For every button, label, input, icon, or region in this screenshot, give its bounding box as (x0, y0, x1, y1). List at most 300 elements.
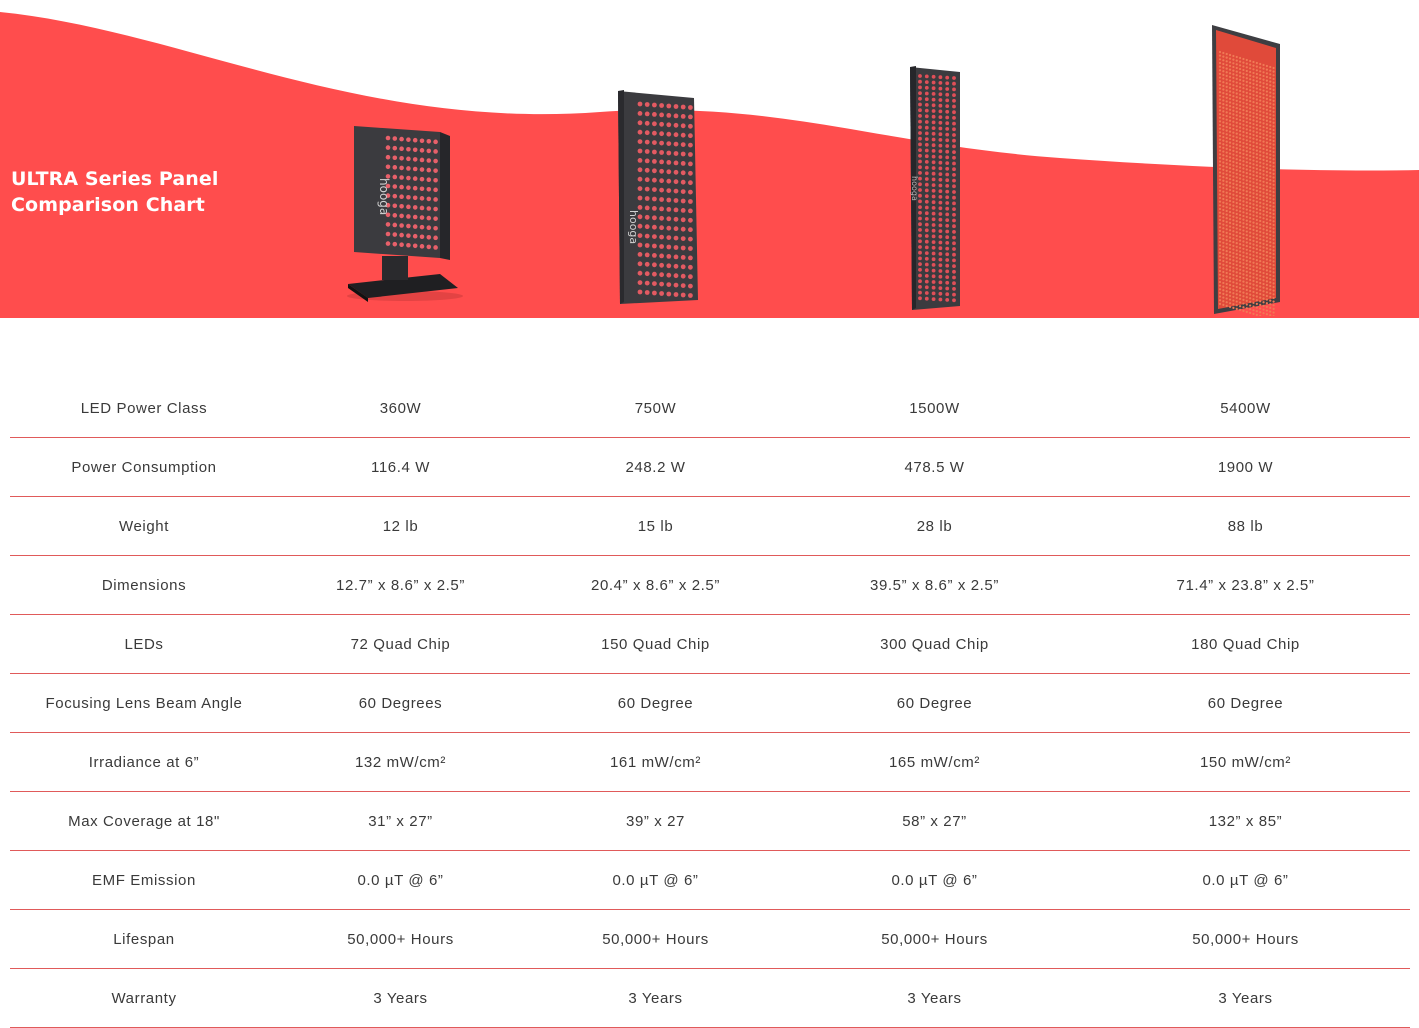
led-dot (1256, 128, 1258, 130)
led-dot (925, 194, 929, 198)
led-dot (645, 281, 650, 286)
led-dot (393, 213, 398, 218)
led-dot (1256, 204, 1258, 206)
led-dot (1252, 211, 1254, 213)
led-dot (1266, 160, 1268, 162)
led-dot (1222, 85, 1224, 87)
led-dot (1273, 92, 1275, 94)
led-dot (1249, 228, 1251, 230)
led-dot (1236, 67, 1238, 69)
led-dot (1249, 166, 1251, 168)
led-dot (681, 199, 686, 204)
led-dot (1229, 94, 1231, 96)
led-dot (1246, 128, 1248, 130)
table-cell: 0.0 µT @ 6” (278, 851, 523, 910)
led-dot (638, 111, 643, 116)
led-dot (1219, 55, 1221, 57)
led-dot (1269, 154, 1271, 156)
led-dot (681, 133, 686, 138)
led-dot (638, 290, 643, 295)
led-dot (1219, 182, 1221, 184)
led-dot (1269, 132, 1271, 134)
led-dot (1229, 306, 1231, 308)
led-dot (666, 198, 671, 203)
led-dot (1219, 160, 1221, 162)
led-dot (1236, 114, 1238, 116)
led-dot (945, 298, 949, 302)
led-dot (1219, 149, 1221, 151)
led-dot (952, 236, 956, 240)
led-dot (1226, 287, 1228, 289)
led-dot (1246, 209, 1248, 211)
led-dot (952, 259, 956, 263)
led-dot (1229, 87, 1231, 89)
led-dot (918, 143, 922, 147)
led-dot (952, 207, 956, 211)
led-dot (1222, 107, 1224, 109)
led-dot (945, 81, 949, 85)
led-dot (1252, 127, 1254, 129)
led-dot (1259, 67, 1261, 69)
led-dot (688, 293, 693, 298)
led-dot (1246, 271, 1248, 273)
led-dot (1242, 164, 1244, 166)
led-dot (1226, 214, 1228, 216)
led-dot (1249, 191, 1251, 193)
led-dot (1262, 301, 1264, 303)
led-dot (638, 261, 643, 266)
led-dot (952, 122, 956, 126)
led-dot (666, 292, 671, 297)
led-dot (1242, 200, 1244, 202)
led-dot (433, 226, 438, 231)
led-dot (1229, 196, 1231, 198)
led-dot (1269, 164, 1271, 166)
table-cell: 248.2 W (523, 438, 788, 497)
led-dot (952, 116, 956, 120)
led-dot (674, 151, 679, 156)
led-dot (1246, 110, 1248, 112)
led-dot (1252, 130, 1254, 132)
led-dot (1259, 140, 1261, 142)
led-dot (659, 103, 664, 108)
led-dot (1249, 304, 1251, 306)
led-dot (925, 251, 929, 255)
led-dot (1242, 91, 1244, 93)
led-dot (1219, 208, 1221, 210)
led-dot (399, 194, 404, 199)
led-dot (1252, 159, 1254, 161)
led-dot (918, 137, 922, 141)
led-dot (918, 205, 922, 209)
led-dot (1222, 99, 1224, 101)
led-dot (1266, 65, 1268, 67)
led-dot (1219, 241, 1221, 243)
led-dot (1239, 254, 1241, 256)
led-dot (1226, 232, 1228, 234)
led-dot (1256, 190, 1258, 192)
led-dot (1273, 180, 1275, 182)
led-dot (1242, 76, 1244, 78)
led-dot (1239, 239, 1241, 241)
led-dot (918, 131, 922, 135)
led-dot (932, 189, 936, 193)
table-cell: 12.7” x 8.6” x 2.5” (278, 556, 523, 615)
led-dot (1226, 148, 1228, 150)
led-dot (952, 270, 956, 274)
table-row (10, 497, 1410, 556)
table-cell: 3 Years (278, 969, 523, 1028)
led-dot (1259, 260, 1261, 262)
led-dot (1249, 104, 1251, 106)
led-dot (925, 75, 929, 79)
led-dot (1269, 124, 1271, 126)
led-dot (1236, 227, 1238, 229)
led-dot (1222, 158, 1224, 160)
led-dot (918, 239, 922, 243)
table-cell: 39” x 27 (523, 792, 788, 851)
led-dot (1236, 191, 1238, 193)
led-dot (1236, 154, 1238, 156)
led-dot (1273, 195, 1275, 197)
led-dot (1252, 265, 1254, 267)
led-dot (1249, 257, 1251, 259)
table-row (10, 438, 1410, 497)
led-dot (1232, 190, 1234, 192)
led-dot (1249, 78, 1251, 80)
led-dot (1246, 300, 1248, 302)
led-dot (1236, 286, 1238, 288)
led-dot (1232, 226, 1234, 228)
table-cell: 150 Quad Chip (523, 615, 788, 674)
led-dot (1252, 116, 1254, 118)
led-dot (638, 280, 643, 285)
led-dot (952, 241, 956, 245)
led-dot (1266, 185, 1268, 187)
led-dot (918, 291, 922, 295)
table-cell: 0.0 µT @ 6” (1081, 851, 1410, 910)
led-dot (1252, 192, 1254, 194)
led-dot (1259, 121, 1261, 123)
led-dot (1259, 132, 1261, 134)
led-dot (1229, 152, 1231, 154)
led-dot (406, 137, 411, 142)
led-dot (1259, 275, 1261, 277)
led-dot (1226, 159, 1228, 161)
led-dot (952, 213, 956, 217)
led-dot (1246, 106, 1248, 108)
led-dot (1262, 257, 1264, 259)
led-dot (1229, 112, 1231, 114)
led-dot (666, 245, 671, 250)
led-dot (1239, 265, 1241, 267)
led-dot (1259, 125, 1261, 127)
led-dot (1229, 182, 1231, 184)
led-dot (1266, 204, 1268, 206)
led-dot (1249, 261, 1251, 263)
led-dot (1266, 258, 1268, 260)
led-dot (932, 195, 936, 199)
led-dot (1256, 296, 1258, 298)
led-dot (386, 241, 391, 246)
led-dot (1219, 219, 1221, 221)
led-dot (1262, 82, 1264, 84)
led-dot (1266, 273, 1268, 275)
led-dot (1226, 78, 1228, 80)
table-cell: 71.4” x 23.8” x 2.5” (1081, 556, 1410, 615)
led-dot (1273, 260, 1275, 262)
led-dot (1219, 69, 1221, 71)
led-dot (1252, 203, 1254, 205)
led-dot (1239, 72, 1241, 74)
led-dot (645, 206, 650, 211)
led-dot (1269, 289, 1271, 291)
led-dot (1222, 143, 1224, 145)
led-dot (1262, 137, 1264, 139)
led-dot (1232, 59, 1234, 61)
led-dot (645, 168, 650, 173)
led-dot (1246, 201, 1248, 203)
led-dot (1269, 227, 1271, 229)
led-dot (939, 263, 943, 267)
led-dot (1273, 301, 1275, 303)
led-dot (1256, 73, 1258, 75)
led-dot (1266, 262, 1268, 264)
led-dot (932, 297, 936, 301)
led-dot (1252, 236, 1254, 238)
led-dot (1242, 113, 1244, 115)
led-dot (1222, 67, 1224, 69)
led-dot (1226, 86, 1228, 88)
led-dot (1266, 229, 1268, 231)
led-dot (945, 241, 949, 245)
led-dot (1239, 203, 1241, 205)
led-dot (1273, 257, 1275, 259)
led-dot (638, 139, 643, 144)
led-dot (945, 207, 949, 211)
led-dot (681, 236, 686, 241)
led-dot (1226, 243, 1228, 245)
led-dot (1226, 100, 1228, 102)
led-dot (1269, 73, 1271, 75)
led-dot (420, 158, 425, 163)
led-dot (1222, 202, 1224, 204)
led-dot (652, 262, 657, 267)
led-dot (681, 208, 686, 213)
led-dot (638, 186, 643, 191)
led-dot (399, 185, 404, 190)
led-dot (939, 178, 943, 182)
led-dot (1262, 239, 1264, 241)
led-dot (1246, 172, 1248, 174)
led-dot (1256, 66, 1258, 68)
led-dot (1232, 139, 1234, 141)
led-dot (1236, 96, 1238, 98)
led-dot (1232, 124, 1234, 126)
led-dot (1246, 238, 1248, 240)
led-dot (1232, 256, 1234, 258)
led-dot (393, 136, 398, 141)
led-dot (1266, 116, 1268, 118)
led-dot (952, 224, 956, 228)
led-dot (1239, 152, 1241, 154)
table-cell: 132” x 85” (1081, 792, 1410, 851)
led-dot (427, 216, 432, 221)
led-dot (1256, 303, 1258, 305)
led-dot (918, 234, 922, 238)
led-dot (1252, 152, 1254, 154)
table-cell: 132 mW/cm² (278, 733, 523, 792)
led-dot (1249, 195, 1251, 197)
led-dot (1252, 79, 1254, 81)
led-dot (1273, 158, 1275, 160)
led-dot (1256, 270, 1258, 272)
led-dot (1226, 184, 1228, 186)
led-dot (939, 246, 943, 250)
led-dot (1242, 262, 1244, 264)
led-dot (1219, 248, 1221, 250)
led-dot (1222, 300, 1224, 302)
led-dot (1222, 187, 1224, 189)
led-dot (1226, 137, 1228, 139)
led-dot (1249, 275, 1251, 277)
led-dot (1236, 81, 1238, 83)
led-dot (952, 93, 956, 97)
led-dot (1232, 237, 1234, 239)
led-dot (645, 215, 650, 220)
led-dot (1219, 201, 1221, 203)
led-dot (1249, 250, 1251, 252)
led-dot (925, 132, 929, 136)
led-dot (1252, 97, 1254, 99)
led-dot (1236, 268, 1238, 270)
led-dot (1239, 170, 1241, 172)
table-cell: 60 Degree (788, 674, 1081, 733)
led-dot (645, 243, 650, 248)
led-dot (1259, 129, 1261, 131)
led-dot (1246, 81, 1248, 83)
led-dot (1252, 149, 1254, 151)
led-dot (1226, 181, 1228, 183)
led-dot (1242, 259, 1244, 261)
led-dot (1226, 93, 1228, 95)
led-dot (952, 76, 956, 80)
led-dot (1239, 159, 1241, 161)
led-dot (1242, 284, 1244, 286)
led-dot (1262, 71, 1264, 73)
led-dot (1256, 212, 1258, 214)
led-dot (918, 80, 922, 84)
led-dot (1239, 137, 1241, 139)
led-dot (1259, 256, 1261, 258)
led-dot (674, 161, 679, 166)
led-dot (1262, 312, 1264, 314)
led-dot (1236, 242, 1238, 244)
led-dot (1269, 212, 1271, 214)
led-dot (433, 159, 438, 164)
table-cell: 50,000+ Hours (1081, 910, 1410, 969)
led-dot (1256, 146, 1258, 148)
led-dot (932, 149, 936, 153)
led-dot (1246, 150, 1248, 152)
led-dot (932, 274, 936, 278)
led-dot (1229, 134, 1231, 136)
led-dot (1229, 189, 1231, 191)
led-dot (1266, 87, 1268, 89)
led-dot (939, 98, 943, 102)
led-dot (1239, 192, 1241, 194)
led-dot (1266, 153, 1268, 155)
led-dot (945, 184, 949, 188)
led-dot (1226, 75, 1228, 77)
led-dot (1222, 180, 1224, 182)
led-dot (681, 283, 686, 288)
led-dot (918, 114, 922, 118)
led-dot (1259, 304, 1261, 306)
led-dot (925, 297, 929, 301)
led-dot (1226, 301, 1228, 303)
led-dot (1229, 236, 1231, 238)
led-dot (952, 190, 956, 194)
led-dot (1226, 221, 1228, 223)
led-dot (1219, 179, 1221, 181)
led-dot (1252, 185, 1254, 187)
led-dot (1266, 105, 1268, 107)
led-dot (952, 247, 956, 251)
led-dot (1262, 246, 1264, 248)
led-dot (1256, 237, 1258, 239)
led-dot (1262, 228, 1264, 230)
led-dot (645, 234, 650, 239)
led-dot (918, 165, 922, 169)
led-dot (1236, 92, 1238, 94)
led-dot (1269, 194, 1271, 196)
led-dot (1266, 134, 1268, 136)
led-dot (1259, 267, 1261, 269)
led-dot (945, 167, 949, 171)
led-dot (1219, 128, 1221, 130)
led-dot (1269, 237, 1271, 239)
led-dot (1266, 277, 1268, 279)
led-dot (399, 166, 404, 171)
led-dot (645, 149, 650, 154)
led-dot (1252, 141, 1254, 143)
panel-1500w-image (906, 64, 966, 312)
led-dot (1229, 178, 1231, 180)
led-dot (386, 145, 391, 150)
led-dot (1219, 95, 1221, 97)
led-dot (1259, 99, 1261, 101)
led-dot (1222, 296, 1224, 298)
led-dot (1242, 142, 1244, 144)
led-dot (1236, 162, 1238, 164)
led-dot (688, 162, 693, 167)
led-dot (1236, 209, 1238, 211)
led-dot (666, 122, 671, 127)
led-dot (1232, 164, 1234, 166)
led-dot (1236, 304, 1238, 306)
led-dot (1266, 244, 1268, 246)
led-dot (939, 235, 943, 239)
led-dot (1219, 222, 1221, 224)
led-dot (1273, 311, 1275, 313)
led-dot (1259, 242, 1261, 244)
led-dot (1232, 55, 1234, 57)
led-dot (952, 88, 956, 92)
led-dot (1262, 265, 1264, 267)
led-dot (1219, 171, 1221, 173)
led-dot (638, 252, 643, 257)
